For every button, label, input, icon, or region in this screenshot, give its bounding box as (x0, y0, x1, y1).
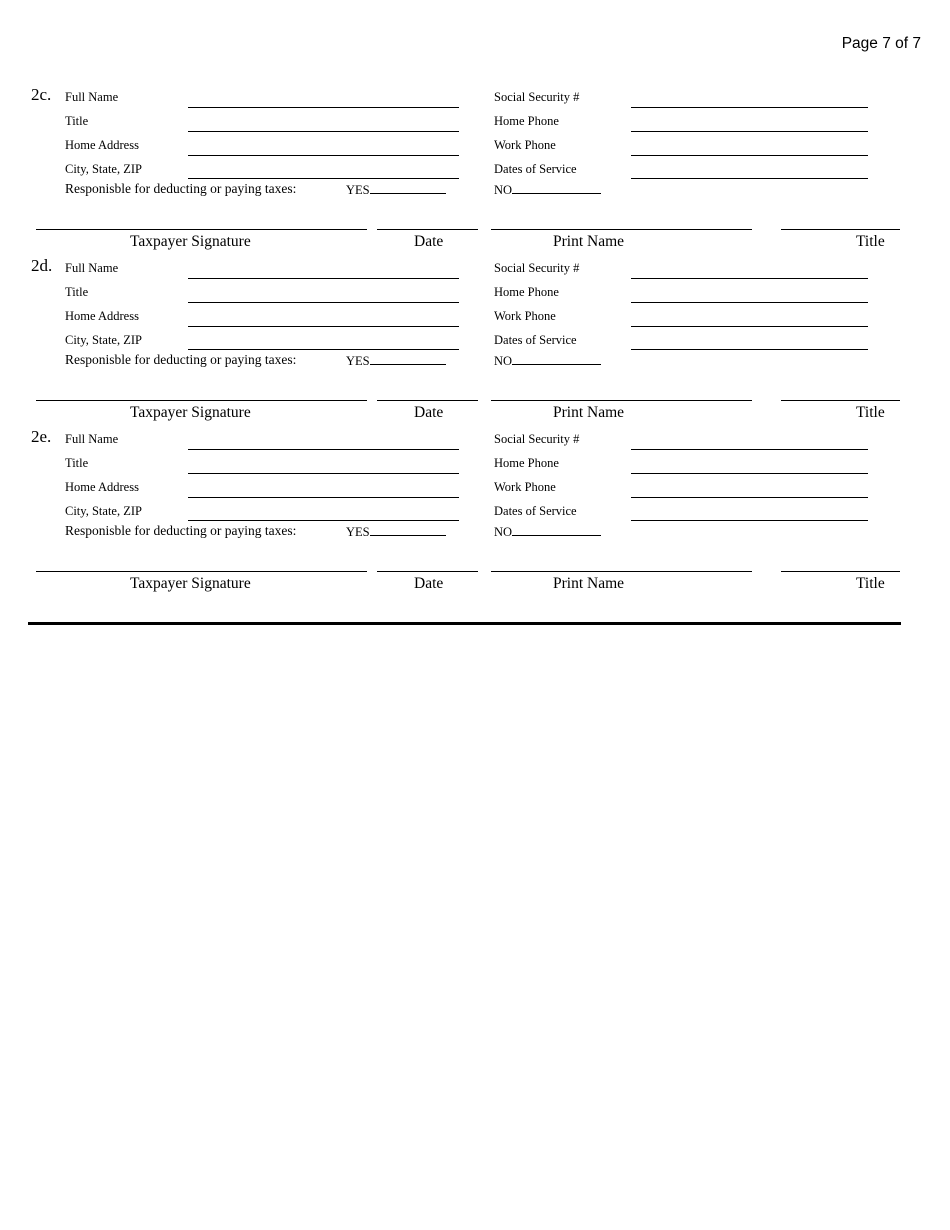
work-phone-label: Work Phone (494, 138, 556, 152)
title-line[interactable] (781, 229, 900, 230)
dates-of-service-label: Dates of Service (494, 162, 577, 176)
responsible-taxes-label: Responisble for deducting or paying taxes: (65, 181, 297, 196)
section-number: 2e. (31, 427, 52, 446)
dates-of-service-label: Dates of Service (494, 504, 577, 518)
taxpayer-signature-line[interactable] (36, 229, 367, 230)
title-label: Title (65, 285, 89, 299)
date-label: Date (414, 233, 444, 250)
home-address-field[interactable] (188, 155, 459, 156)
yes-blank[interactable] (370, 524, 446, 536)
title-line[interactable] (781, 571, 900, 572)
title-label: Title (65, 456, 89, 470)
date-label: Date (414, 575, 444, 592)
no-label: NO (494, 183, 513, 197)
ssn-label: Social Security # (494, 432, 580, 446)
no-blank[interactable] (512, 524, 601, 536)
yes-blank[interactable] (370, 182, 446, 194)
work-phone-field[interactable] (631, 497, 868, 498)
print-name-line[interactable] (491, 229, 752, 230)
title-field[interactable] (188, 131, 459, 132)
yes-option[interactable] (346, 524, 446, 540)
ssn-label: Social Security # (494, 90, 580, 104)
no-label: NO (494, 525, 513, 539)
work-phone-field[interactable] (631, 326, 868, 327)
work-phone-label: Work Phone (494, 309, 556, 323)
ssn-field[interactable] (631, 107, 868, 108)
title-label: Title (65, 114, 89, 128)
home-phone-field[interactable] (631, 131, 868, 132)
section-2c (0, 85, 950, 260)
yes-option[interactable] (346, 353, 446, 369)
city-state-zip-field[interactable] (188, 520, 459, 521)
full-name-label: Full Name (65, 432, 119, 446)
yes-blank[interactable] (370, 353, 446, 365)
home-phone-label: Home Phone (494, 285, 559, 299)
taxpayer-signature-line[interactable] (36, 571, 367, 572)
section-2e (0, 427, 950, 602)
print-name-line[interactable] (491, 400, 752, 401)
no-label: NO (494, 354, 513, 368)
no-option[interactable] (494, 524, 601, 540)
dates-of-service-field[interactable] (631, 178, 868, 179)
home-phone-label: Home Phone (494, 114, 559, 128)
full-name-field[interactable] (188, 278, 459, 279)
full-name-field[interactable] (188, 107, 459, 108)
no-blank[interactable] (512, 353, 601, 365)
date-label: Date (414, 404, 444, 421)
no-blank[interactable] (512, 182, 601, 194)
yes-label: YES (346, 525, 370, 539)
home-phone-field[interactable] (631, 302, 868, 303)
signature-title-label: Title (856, 575, 885, 592)
home-phone-label: Home Phone (494, 456, 559, 470)
date-line[interactable] (377, 400, 478, 401)
taxpayer-signature-line[interactable] (36, 400, 367, 401)
dates-of-service-field[interactable] (631, 349, 868, 350)
print-name-label: Print Name (553, 233, 625, 250)
section-number: 2d. (31, 256, 53, 275)
full-name-label: Full Name (65, 261, 119, 275)
ssn-field[interactable] (631, 278, 868, 279)
home-address-field[interactable] (188, 497, 459, 498)
title-field[interactable] (188, 302, 459, 303)
dates-of-service-field[interactable] (631, 520, 868, 521)
responsible-taxes-label: Responisble for deducting or paying taxes: (65, 352, 297, 367)
city-state-zip-label: City, State, ZIP (65, 504, 142, 518)
section-2d (0, 256, 950, 431)
print-name-label: Print Name (553, 404, 625, 421)
home-address-label: Home Address (65, 480, 139, 494)
responsible-taxes-label: Responisble for deducting or paying taxes: (65, 523, 297, 538)
taxpayer-signature-label: Taxpayer Signature (130, 575, 251, 592)
city-state-zip-field[interactable] (188, 178, 459, 179)
home-address-label: Home Address (65, 138, 139, 152)
signature-title-label: Title (856, 233, 885, 250)
date-line[interactable] (377, 571, 478, 572)
print-name-line[interactable] (491, 571, 752, 572)
yes-label: YES (346, 354, 370, 368)
full-name-field[interactable] (188, 449, 459, 450)
page-indicator: Page 7 of 7 (841, 35, 921, 52)
section-number: 2c. (31, 85, 52, 104)
yes-option[interactable] (346, 182, 446, 198)
taxpayer-signature-label: Taxpayer Signature (130, 233, 251, 250)
home-address-field[interactable] (188, 326, 459, 327)
no-option[interactable] (494, 182, 601, 198)
work-phone-field[interactable] (631, 155, 868, 156)
bottom-rule (28, 622, 901, 625)
yes-label: YES (346, 183, 370, 197)
signature-title-label: Title (856, 404, 885, 421)
date-line[interactable] (377, 229, 478, 230)
taxpayer-signature-label: Taxpayer Signature (130, 404, 251, 421)
ssn-field[interactable] (631, 449, 868, 450)
home-phone-field[interactable] (631, 473, 868, 474)
ssn-label: Social Security # (494, 261, 580, 275)
dates-of-service-label: Dates of Service (494, 333, 577, 347)
work-phone-label: Work Phone (494, 480, 556, 494)
print-name-label: Print Name (553, 575, 625, 592)
home-address-label: Home Address (65, 309, 139, 323)
title-line[interactable] (781, 400, 900, 401)
city-state-zip-label: City, State, ZIP (65, 162, 142, 176)
title-field[interactable] (188, 473, 459, 474)
city-state-zip-field[interactable] (188, 349, 459, 350)
full-name-label: Full Name (65, 90, 119, 104)
no-option[interactable] (494, 353, 601, 369)
city-state-zip-label: City, State, ZIP (65, 333, 142, 347)
